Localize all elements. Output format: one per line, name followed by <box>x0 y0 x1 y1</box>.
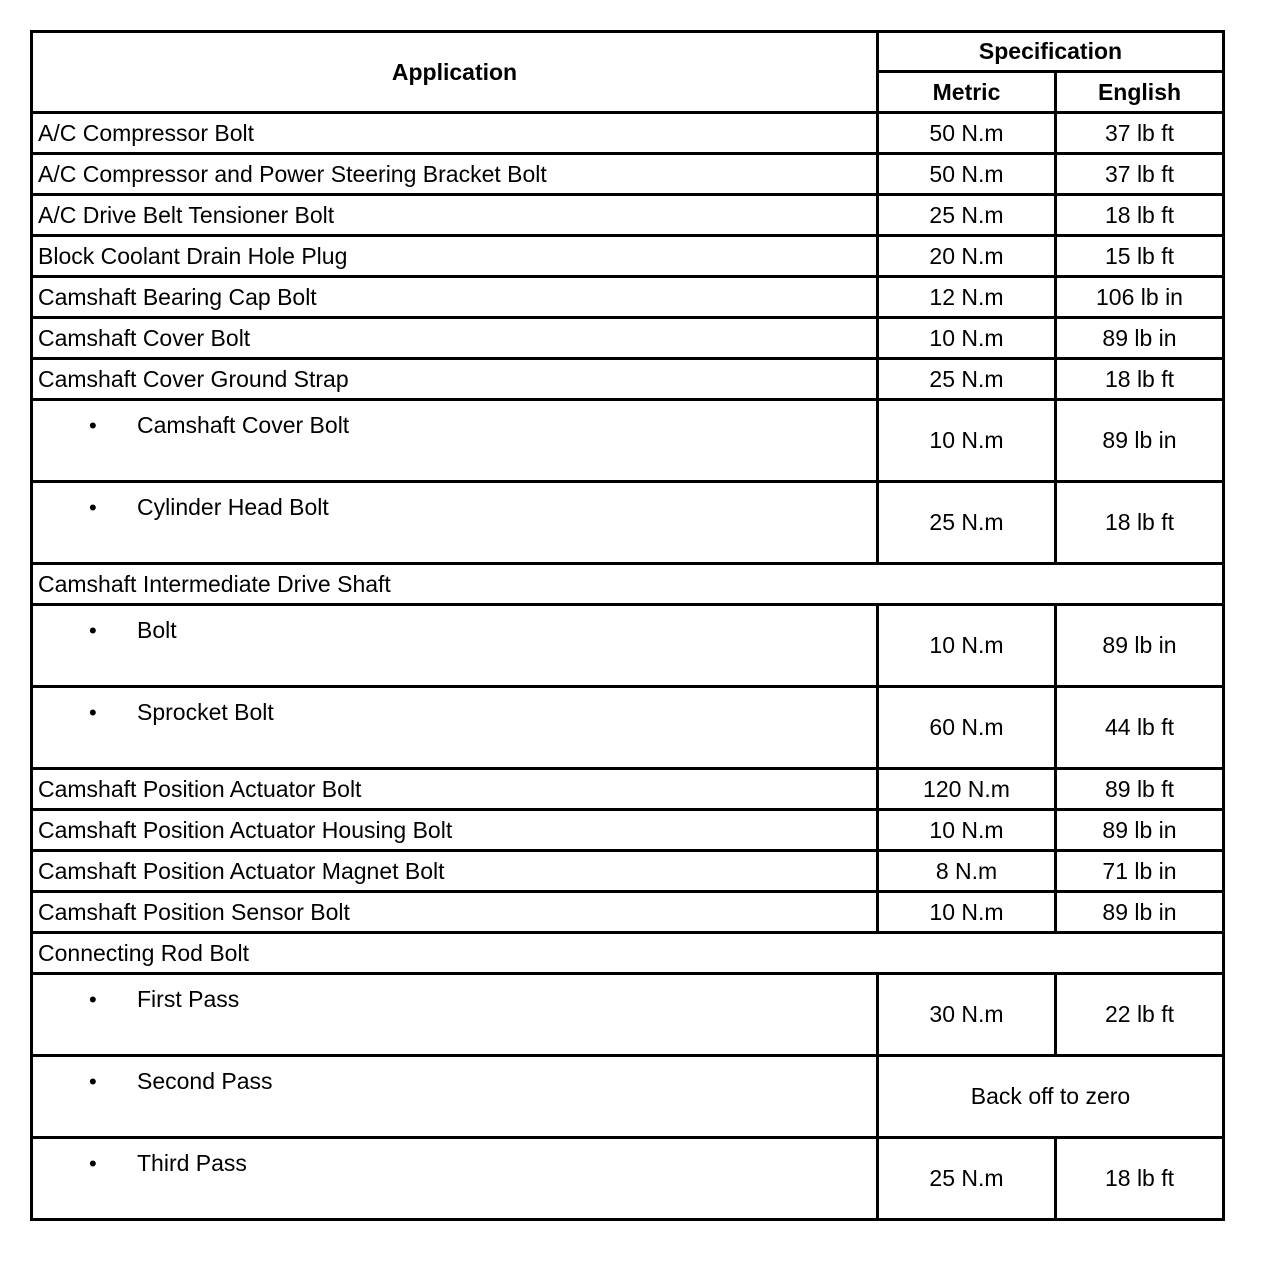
metric-cell: 25 N.m <box>878 1138 1056 1220</box>
table-row <box>32 359 1224 400</box>
application-cell: Camshaft Position Actuator Bolt <box>32 769 878 810</box>
metric-cell: 25 N.m <box>878 359 1056 400</box>
application-label: Cylinder Head Bolt <box>137 494 329 520</box>
table-row <box>32 892 1224 933</box>
table-row <box>32 195 1224 236</box>
application-label: Second Pass <box>137 1068 273 1094</box>
metric-cell: 10 N.m <box>878 318 1056 359</box>
english-cell: 22 lb ft <box>1056 974 1224 1056</box>
metric-cell: 10 N.m <box>878 810 1056 851</box>
table-subrow <box>32 1056 1224 1138</box>
application-cell <box>32 687 878 769</box>
torque-spec-table <box>30 30 1225 1221</box>
application-cell: Camshaft Cover Bolt <box>32 318 878 359</box>
group-label: Camshaft Intermediate Drive Shaft <box>32 564 1224 605</box>
english-cell: 15 lb ft <box>1056 236 1224 277</box>
english-cell: 89 lb in <box>1056 810 1224 851</box>
table-group-row <box>32 564 1224 605</box>
application-header: Application <box>32 32 878 113</box>
english-header: English <box>1056 72 1224 113</box>
application-cell: Camshaft Position Sensor Bolt <box>32 892 878 933</box>
metric-cell: 60 N.m <box>878 687 1056 769</box>
application-cell <box>32 1138 878 1220</box>
english-cell: 106 lb in <box>1056 277 1224 318</box>
metric-cell: 120 N.m <box>878 769 1056 810</box>
table-row <box>32 113 1224 154</box>
metric-cell: 10 N.m <box>878 400 1056 482</box>
application-label: First Pass <box>137 986 240 1012</box>
english-cell: 18 lb ft <box>1056 195 1224 236</box>
english-cell: 71 lb in <box>1056 851 1224 892</box>
bullet-icon: • <box>89 1151 97 1176</box>
table-subrow <box>32 1138 1224 1220</box>
application-cell: Block Coolant Drain Hole Plug <box>32 236 878 277</box>
application-cell <box>32 974 878 1056</box>
bullet-icon: • <box>89 1069 97 1094</box>
application-cell: A/C Compressor and Power Steering Bracket Bolt <box>32 154 878 195</box>
specification-header: Specification <box>878 32 1224 72</box>
table-row <box>32 236 1224 277</box>
table-body <box>32 113 1224 1220</box>
metric-cell: 12 N.m <box>878 277 1056 318</box>
bullet-icon: • <box>89 618 97 643</box>
english-cell: 37 lb ft <box>1056 154 1224 195</box>
table-group-row <box>32 933 1224 974</box>
bullet-icon: • <box>89 495 97 520</box>
english-cell: 18 lb ft <box>1056 359 1224 400</box>
metric-cell: 50 N.m <box>878 154 1056 195</box>
table-header <box>32 32 1224 113</box>
application-cell <box>32 605 878 687</box>
english-cell: 18 lb ft <box>1056 482 1224 564</box>
application-cell <box>32 400 878 482</box>
table-row <box>32 154 1224 195</box>
english-cell: 89 lb in <box>1056 400 1224 482</box>
metric-cell: 20 N.m <box>878 236 1056 277</box>
bullet-icon: • <box>89 700 97 725</box>
table-row <box>32 277 1224 318</box>
metric-cell: 25 N.m <box>878 482 1056 564</box>
metric-cell: 50 N.m <box>878 113 1056 154</box>
application-label: Sprocket Bolt <box>137 699 274 725</box>
application-label: Camshaft Cover Bolt <box>137 412 350 438</box>
table-row <box>32 810 1224 851</box>
table-subrow <box>32 400 1224 482</box>
table-subrow <box>32 687 1224 769</box>
application-cell: Camshaft Position Actuator Housing Bolt <box>32 810 878 851</box>
table-row <box>32 318 1224 359</box>
metric-cell: 10 N.m <box>878 605 1056 687</box>
english-cell: 89 lb in <box>1056 605 1224 687</box>
table-subrow <box>32 482 1224 564</box>
bullet-icon: • <box>89 413 97 438</box>
english-cell: 89 lb ft <box>1056 769 1224 810</box>
bullet-icon: • <box>89 987 97 1012</box>
table-row <box>32 851 1224 892</box>
table-subrow <box>32 974 1224 1056</box>
application-cell: Camshaft Position Actuator Magnet Bolt <box>32 851 878 892</box>
group-label: Connecting Rod Bolt <box>32 933 1224 974</box>
application-cell: A/C Drive Belt Tensioner Bolt <box>32 195 878 236</box>
application-label: Third Pass <box>137 1150 247 1176</box>
english-cell: 44 lb ft <box>1056 687 1224 769</box>
metric-cell: 10 N.m <box>878 892 1056 933</box>
application-cell: Camshaft Bearing Cap Bolt <box>32 277 878 318</box>
metric-header: Metric <box>878 72 1056 113</box>
application-cell: A/C Compressor Bolt <box>32 113 878 154</box>
application-cell: Camshaft Cover Ground Strap <box>32 359 878 400</box>
metric-cell: 25 N.m <box>878 195 1056 236</box>
metric-cell: 30 N.m <box>878 974 1056 1056</box>
metric-cell: 8 N.m <box>878 851 1056 892</box>
english-cell: 37 lb ft <box>1056 113 1224 154</box>
english-cell: 89 lb in <box>1056 892 1224 933</box>
english-cell: 89 lb in <box>1056 318 1224 359</box>
spec-cell: Back off to zero <box>878 1056 1224 1138</box>
application-cell <box>32 1056 878 1138</box>
table-row <box>32 769 1224 810</box>
application-label: Bolt <box>137 617 177 643</box>
english-cell: 18 lb ft <box>1056 1138 1224 1220</box>
application-cell <box>32 482 878 564</box>
table-subrow <box>32 605 1224 687</box>
